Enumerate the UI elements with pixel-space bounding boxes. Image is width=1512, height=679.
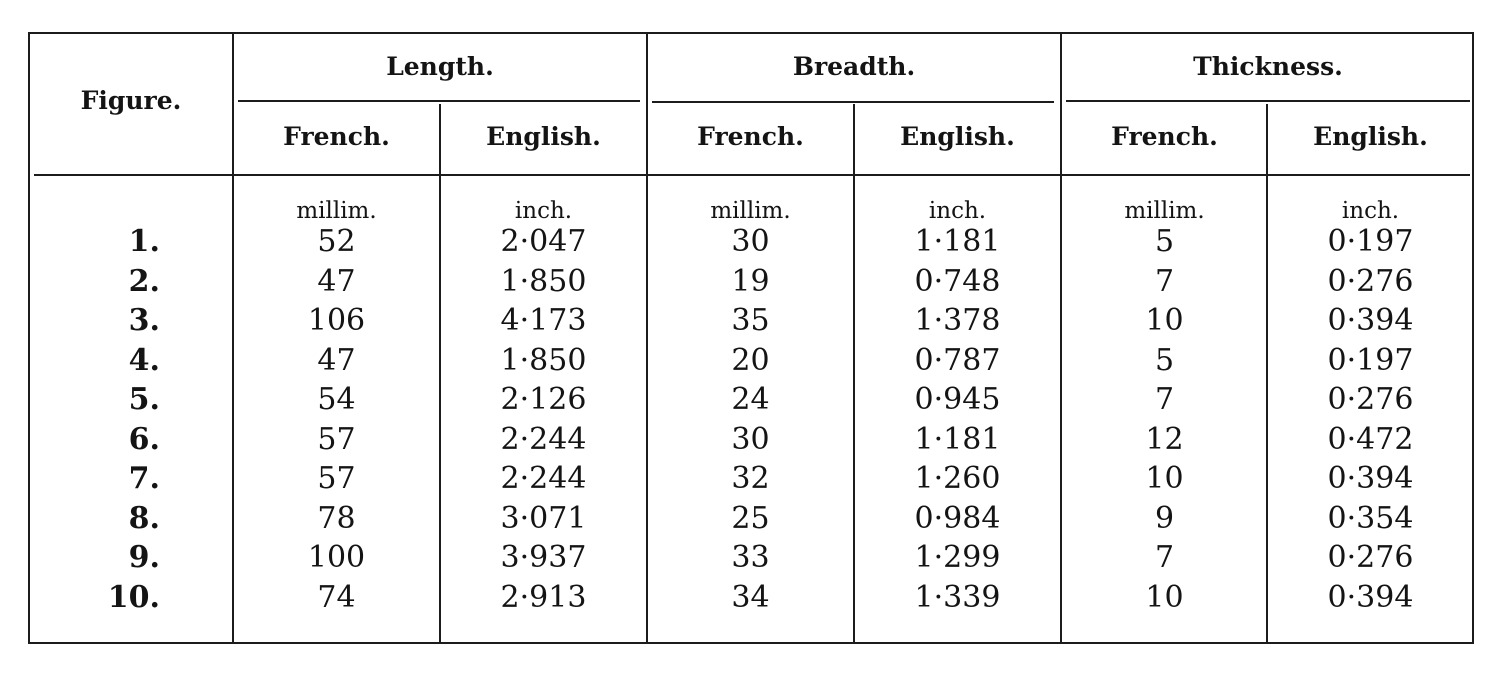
table-cell: 7 — [1154, 264, 1175, 299]
table-cell: 0·394 — [1327, 461, 1414, 496]
table-cell: 3·071 — [500, 501, 587, 536]
table-cell: 1·181 — [914, 422, 1001, 457]
figure-number: 10. — [107, 580, 160, 615]
table-cell: 1·850 — [500, 264, 587, 299]
figure-number: 6. — [128, 422, 160, 457]
length-english-header: English. — [486, 122, 601, 151]
table-cell: 47 — [317, 264, 356, 299]
table-cell: 1·299 — [914, 540, 1001, 575]
table-cell: 0·354 — [1327, 501, 1414, 536]
table-cell: 25 — [731, 501, 770, 536]
table-cell: 9 — [1154, 501, 1175, 536]
table-cell: 1·850 — [500, 343, 587, 378]
figure-number: 2. — [128, 264, 160, 299]
table-cell: 35 — [731, 303, 770, 338]
table-cell: 0·787 — [914, 343, 1001, 378]
table-cell: 7 — [1154, 540, 1175, 575]
table-cell: 0·394 — [1327, 303, 1414, 338]
table-cell: 2·126 — [500, 382, 587, 417]
figure-header: Figure. — [80, 86, 182, 115]
table-cell: 33 — [731, 540, 770, 575]
table-cell: 2·244 — [500, 422, 587, 457]
figure-number: 7. — [128, 461, 160, 496]
table-cell: 0·394 — [1327, 580, 1414, 615]
table-cell: 0·984 — [914, 501, 1001, 536]
breadth-english-header: English. — [900, 122, 1015, 151]
table-cell: 1·378 — [914, 303, 1001, 338]
length-header: Length. — [386, 52, 494, 81]
figure-number: 8. — [128, 501, 160, 536]
group-underline — [652, 101, 1054, 103]
table-cell: 0·945 — [914, 382, 1001, 417]
table-cell: 4·173 — [500, 303, 587, 338]
table-cell: 2·047 — [500, 224, 587, 259]
table-cell: 0·197 — [1327, 224, 1414, 259]
table-cell: 0·197 — [1327, 343, 1414, 378]
figure-number: 4. — [128, 343, 160, 378]
unit-label: inch. — [514, 198, 573, 224]
unit-label: inch. — [928, 198, 987, 224]
table-cell: 2·913 — [500, 580, 587, 615]
table-cell: 10 — [1145, 461, 1184, 496]
thickness-english-header: English. — [1313, 122, 1428, 151]
unit-label: inch. — [1341, 198, 1400, 224]
table-cell: 3·937 — [500, 540, 587, 575]
figure-number: 1. — [128, 224, 160, 259]
table-cell: 10 — [1145, 580, 1184, 615]
table-cell: 1·339 — [914, 580, 1001, 615]
table-cell: 7 — [1154, 382, 1175, 417]
group-underline — [1066, 100, 1470, 102]
table-cell: 74 — [317, 580, 356, 615]
thickness-header: Thickness. — [1193, 52, 1343, 81]
table-cell: 32 — [731, 461, 770, 496]
table-cell: 0·748 — [914, 264, 1001, 299]
table-cell: 100 — [307, 540, 366, 575]
table-cell: 2·244 — [500, 461, 587, 496]
table-cell: 54 — [317, 382, 356, 417]
breadth-header: Breadth. — [792, 52, 916, 81]
table-cell: 5 — [1154, 224, 1175, 259]
table-cell: 52 — [317, 224, 356, 259]
header-rule — [34, 174, 1470, 176]
table-cell: 24 — [731, 382, 770, 417]
table-cell: 1·181 — [914, 224, 1001, 259]
unit-label: millim. — [1124, 198, 1205, 224]
table-cell: 57 — [317, 422, 356, 457]
table-cell: 30 — [731, 422, 770, 457]
table-cell: 20 — [731, 343, 770, 378]
table-cell: 106 — [307, 303, 366, 338]
table-cell: 57 — [317, 461, 356, 496]
table-cell: 47 — [317, 343, 356, 378]
figure-number: 5. — [128, 382, 160, 417]
table-cell: 78 — [317, 501, 356, 536]
table-cell: 0·276 — [1327, 382, 1414, 417]
table-cell: 30 — [731, 224, 770, 259]
table-cell: 0·276 — [1327, 540, 1414, 575]
thickness-french-header: French. — [1111, 122, 1218, 151]
table-cell: 1·260 — [914, 461, 1001, 496]
measurements-table — [28, 32, 1474, 644]
table-cell: 34 — [731, 580, 770, 615]
table-cell: 10 — [1145, 303, 1184, 338]
unit-label: millim. — [296, 198, 377, 224]
breadth-french-header: French. — [697, 122, 804, 151]
group-underline — [238, 100, 640, 102]
table-cell: 0·472 — [1327, 422, 1414, 457]
table-cell: 12 — [1145, 422, 1184, 457]
figure-number: 9. — [128, 540, 160, 575]
unit-label: millim. — [710, 198, 791, 224]
table-cell: 19 — [731, 264, 770, 299]
table-cell: 0·276 — [1327, 264, 1414, 299]
figure-number: 3. — [128, 303, 160, 338]
table-cell: 5 — [1154, 343, 1175, 378]
length-french-header: French. — [283, 122, 390, 151]
